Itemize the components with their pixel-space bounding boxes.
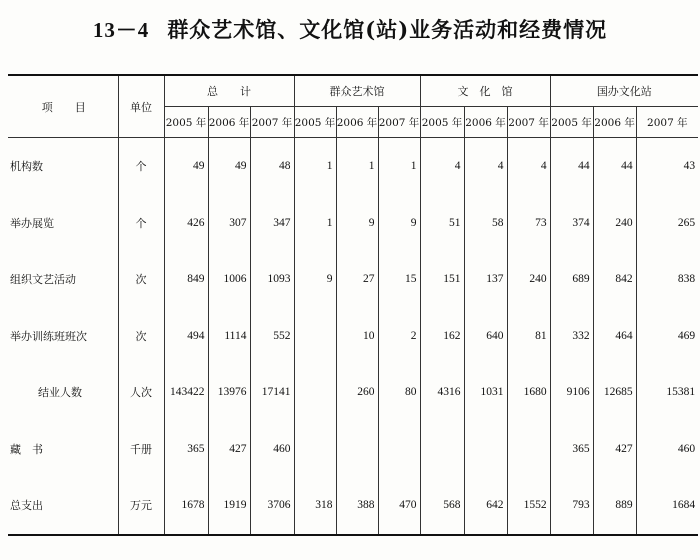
- value-cell: 4: [420, 138, 464, 195]
- row-unit: 个: [118, 138, 164, 195]
- value-cell: 12685: [593, 364, 636, 421]
- header-year: 2007 年: [250, 107, 294, 138]
- row-item-label: 举办训练班班次: [8, 308, 118, 365]
- value-cell: [294, 364, 336, 421]
- table-number: 13－4: [92, 18, 150, 42]
- value-cell: [294, 308, 336, 365]
- row-unit: 千册: [118, 421, 164, 478]
- header-year: 2007 年: [507, 107, 550, 138]
- value-cell: 4: [464, 138, 507, 195]
- header-item: 项 目: [8, 75, 118, 138]
- value-cell: 43: [683, 160, 696, 173]
- value-cell: 2: [378, 308, 420, 365]
- value-cell: 4316: [420, 364, 464, 421]
- header-year: 2005 年: [550, 107, 593, 138]
- row-unit: 个: [118, 195, 164, 252]
- statistics-table: [8, 74, 698, 536]
- value-cell: 15: [378, 251, 420, 308]
- value-cell: 143422: [164, 364, 208, 421]
- row-item-label: 组织文艺活动: [8, 251, 118, 308]
- value-cell: 427: [208, 421, 250, 478]
- header-unit: 单位: [118, 75, 164, 138]
- row-item-label: 举办展览: [8, 195, 118, 252]
- value-cell: 9: [294, 251, 336, 308]
- header-year: 2007 年: [636, 107, 698, 138]
- value-cell: 470: [378, 477, 420, 535]
- header-year: 2006 年: [208, 107, 250, 138]
- value-cell: 460: [677, 442, 696, 455]
- header-year: 2006 年: [336, 107, 378, 138]
- header-group-mass-art-center: 群众艺术馆: [294, 75, 420, 107]
- value-cell: 332: [550, 308, 593, 365]
- value-cell: 240: [507, 251, 550, 308]
- value-cell: 365: [550, 421, 593, 478]
- value-cell: 464: [593, 308, 636, 365]
- value-cell: 426: [164, 195, 208, 252]
- row-unit: 次: [118, 308, 164, 365]
- value-cell: 689: [550, 251, 593, 308]
- header-year: 2006 年: [464, 107, 507, 138]
- header-group-cultural-center: 文 化 馆: [420, 75, 550, 107]
- value-cell: 1: [294, 195, 336, 252]
- value-cell: 640: [464, 308, 507, 365]
- value-cell: 260: [336, 364, 378, 421]
- value-cell: 469: [677, 329, 696, 342]
- value-cell: 58: [464, 195, 507, 252]
- value-cell: 307: [208, 195, 250, 252]
- value-cell: 365: [164, 421, 208, 478]
- value-cell: 1: [294, 138, 336, 195]
- value-cell: 460: [250, 421, 294, 478]
- value-cell: 9: [378, 195, 420, 252]
- header-year: 2005 年: [164, 107, 208, 138]
- row-item-label: 机构数: [8, 138, 118, 195]
- value-cell: 1006: [208, 251, 250, 308]
- header-year: 2005 年: [294, 107, 336, 138]
- value-cell: [420, 421, 464, 478]
- value-cell: [378, 421, 420, 478]
- value-cell: 137: [464, 251, 507, 308]
- value-cell: 44: [593, 138, 636, 195]
- value-cell: 81: [507, 308, 550, 365]
- page-title: [0, 14, 700, 44]
- table-row: [8, 138, 698, 195]
- row-unit: 次: [118, 251, 164, 308]
- value-cell: 73: [507, 195, 550, 252]
- table-row: [8, 477, 698, 535]
- value-cell: 15381: [666, 386, 696, 399]
- value-cell: 347: [250, 195, 294, 252]
- table-title: 群众艺术馆、文化馆(站)业务活动和经费情况: [167, 17, 608, 42]
- value-cell: 265: [677, 216, 696, 229]
- value-cell: 3706: [250, 477, 294, 535]
- value-cell: 318: [294, 477, 336, 535]
- value-cell: [294, 421, 336, 478]
- row-item-label: 结业人数: [8, 364, 118, 421]
- value-cell: 1: [378, 138, 420, 195]
- value-cell: 1031: [464, 364, 507, 421]
- value-cell: 49: [164, 138, 208, 195]
- row-unit: 万元: [118, 477, 164, 535]
- value-cell: 80: [378, 364, 420, 421]
- value-cell: 151: [420, 251, 464, 308]
- value-cell: [507, 421, 550, 478]
- table-row: [8, 251, 698, 308]
- value-cell: 642: [464, 477, 507, 535]
- value-cell: 793: [550, 477, 593, 535]
- value-cell: 1678: [164, 477, 208, 535]
- table-row: [8, 421, 698, 478]
- value-cell: 51: [420, 195, 464, 252]
- value-cell: 1: [336, 138, 378, 195]
- value-cell: 9: [336, 195, 378, 252]
- value-cell: 4: [507, 138, 550, 195]
- header-year: 2006 年: [593, 107, 636, 138]
- value-cell: 1680: [507, 364, 550, 421]
- value-cell: 842: [593, 251, 636, 308]
- value-cell: 1684: [636, 477, 698, 535]
- value-cell: 568: [420, 477, 464, 535]
- value-cell: 494: [164, 308, 208, 365]
- value-cell: 838: [677, 273, 696, 286]
- header-group-state-cultural-station: 国办文化站: [550, 75, 698, 107]
- value-cell: 849: [164, 251, 208, 308]
- value-cell: 427: [593, 421, 636, 478]
- value-cell: 48: [250, 138, 294, 195]
- header-year: 2007 年: [378, 107, 420, 138]
- value-cell: 374: [550, 195, 593, 252]
- value-cell: 162: [420, 308, 464, 365]
- header-year: 2005 年: [420, 107, 464, 138]
- value-cell: 49: [208, 138, 250, 195]
- table-row: [8, 364, 698, 421]
- value-cell: 44: [550, 138, 593, 195]
- value-cell: 13976: [208, 364, 250, 421]
- table-row: [8, 308, 698, 365]
- value-cell: 10: [336, 308, 378, 365]
- value-cell: 388: [336, 477, 378, 535]
- value-cell: 1114: [208, 308, 250, 365]
- header-group-total: 总 计: [164, 75, 294, 107]
- value-cell: 1919: [208, 477, 250, 535]
- value-cell: [464, 421, 507, 478]
- value-cell: 17141: [250, 364, 294, 421]
- value-cell: 27: [336, 251, 378, 308]
- row-item-label: 藏 书: [8, 421, 118, 478]
- value-cell: 1552: [507, 477, 550, 535]
- row-unit: 人次: [118, 364, 164, 421]
- value-cell: 9106: [550, 364, 593, 421]
- value-cell: 1093: [250, 251, 294, 308]
- value-cell: 240: [593, 195, 636, 252]
- value-cell: 552: [250, 308, 294, 365]
- value-cell: 889: [593, 477, 636, 535]
- row-item-label: 总支出: [8, 477, 118, 535]
- table-row: [8, 195, 698, 252]
- value-cell: [336, 421, 378, 478]
